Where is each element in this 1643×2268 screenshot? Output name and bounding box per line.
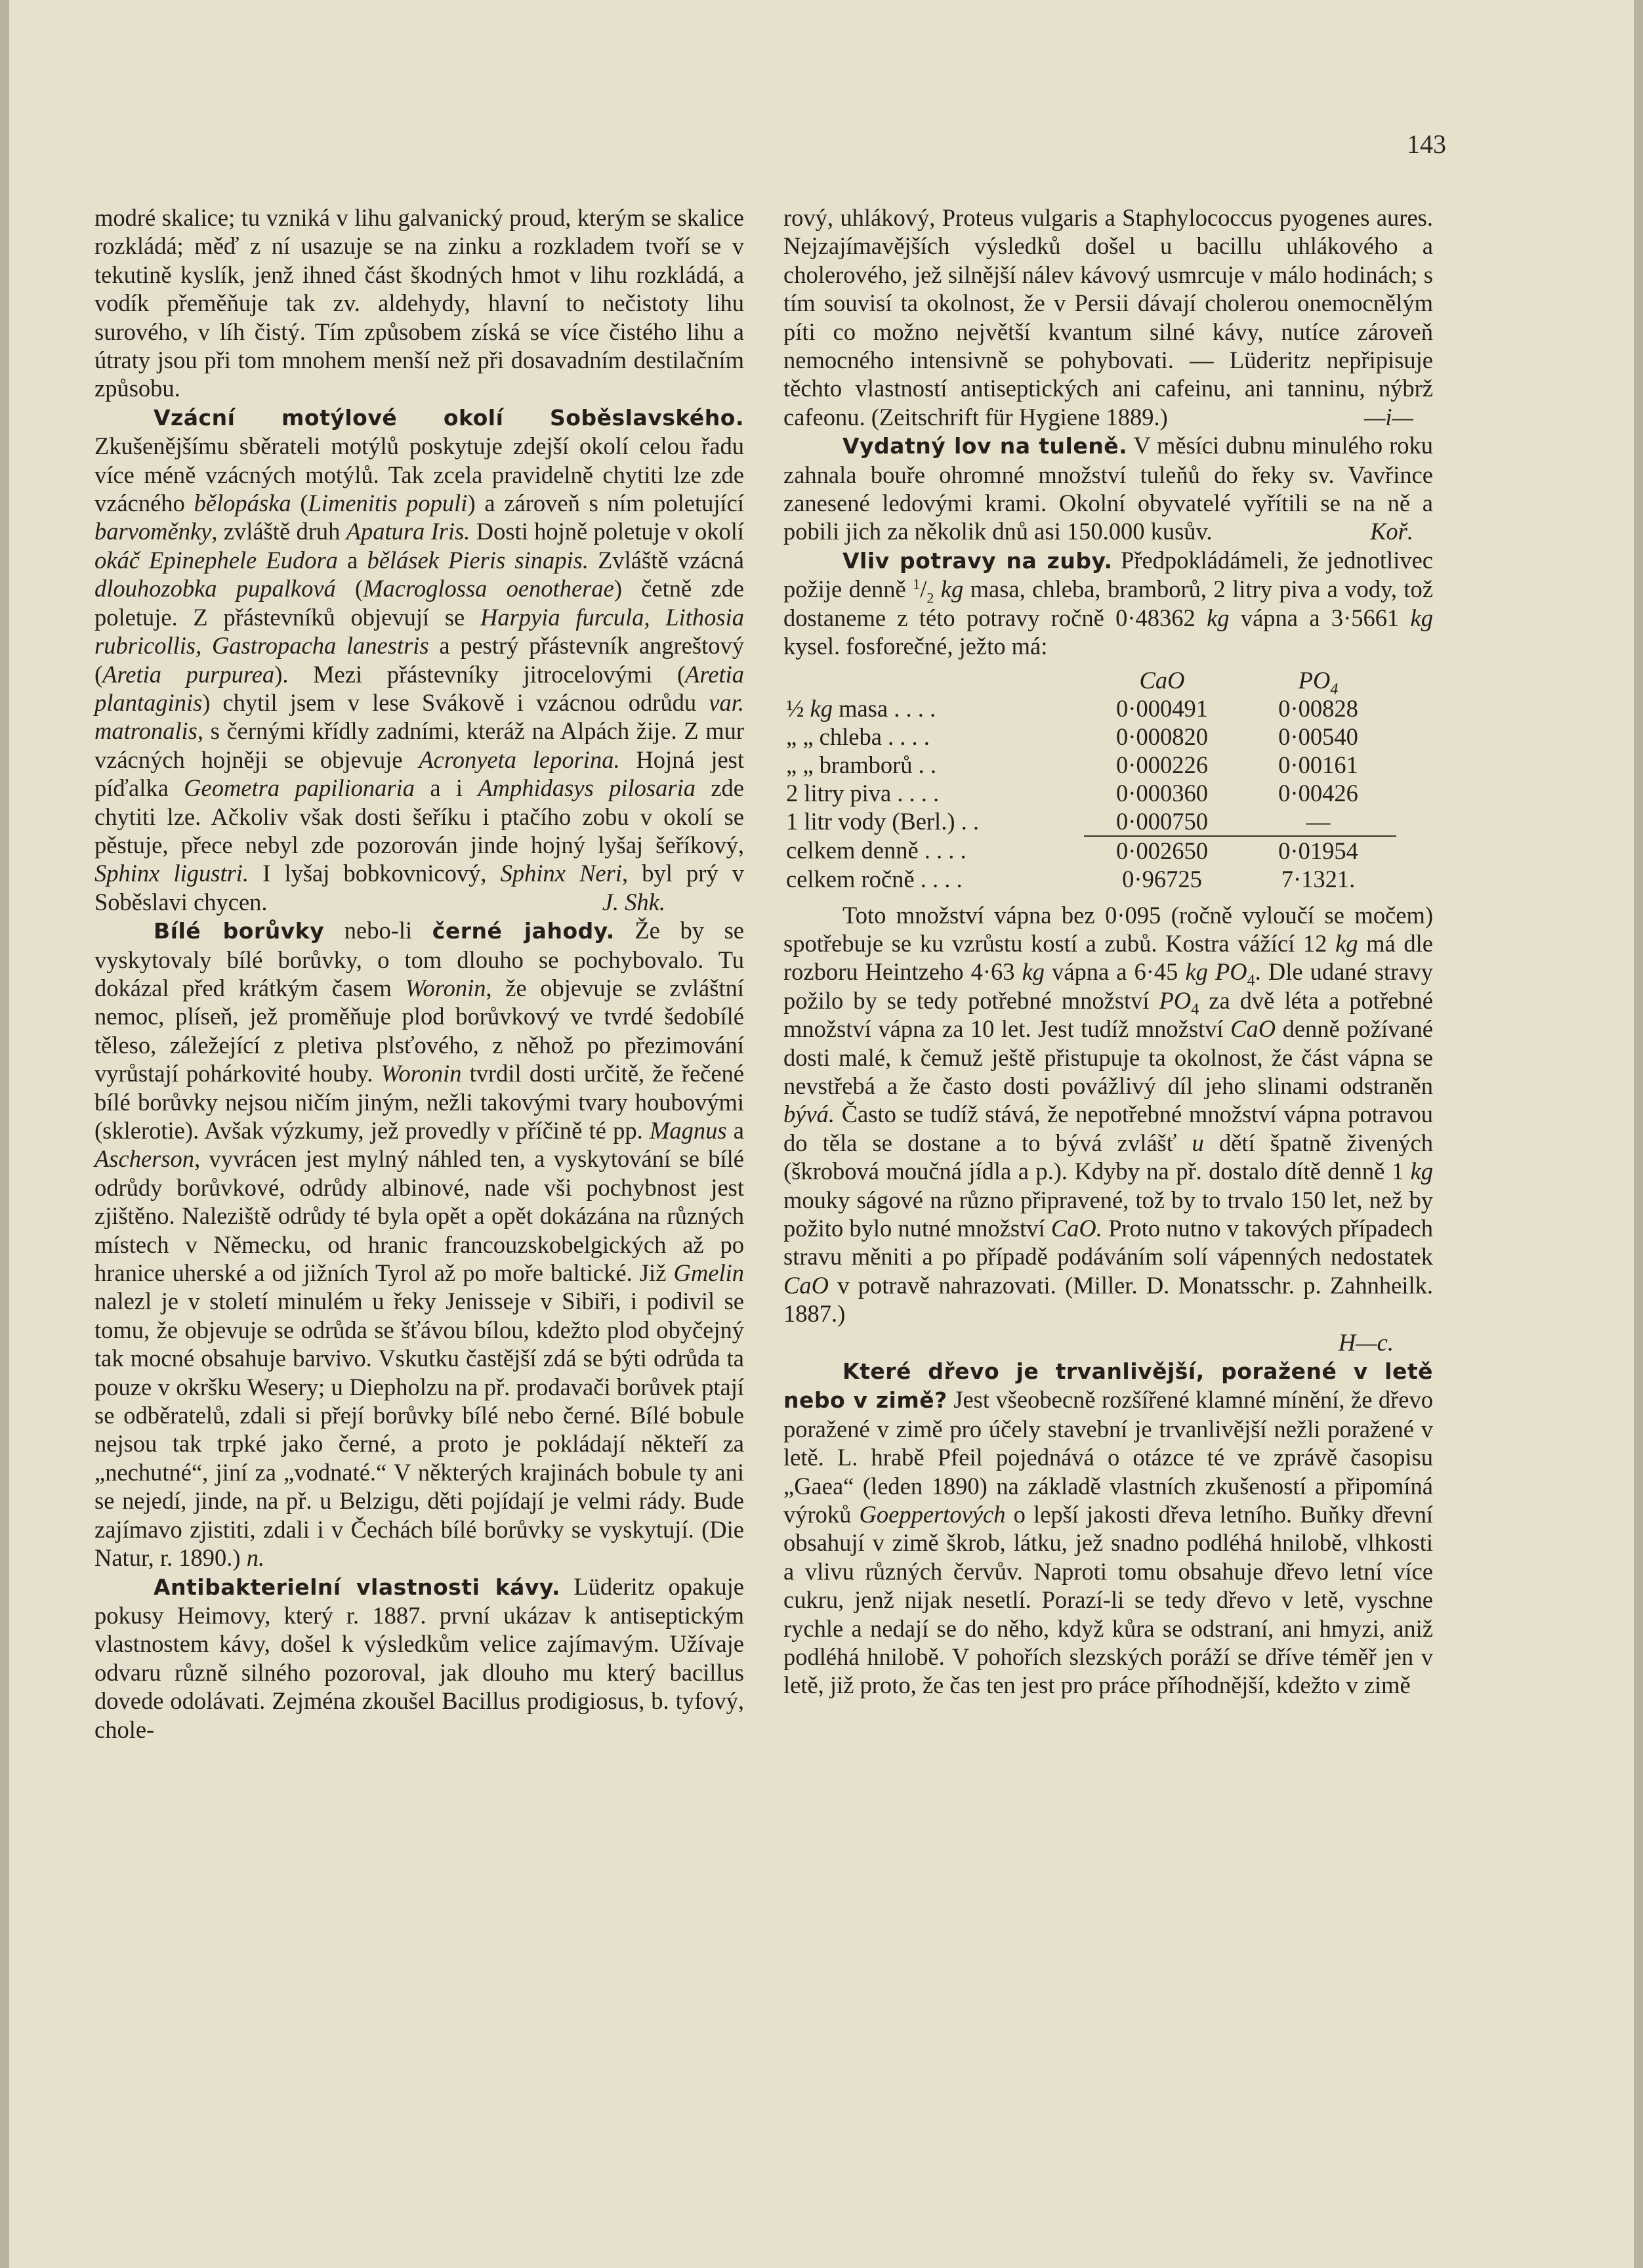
table-header-label	[783, 666, 1084, 694]
article-heading-food-teeth: Vliv potravy na zuby.	[842, 547, 1113, 574]
subscript: 4	[1191, 1001, 1199, 1018]
article-wood	[783, 1356, 1433, 1700]
text-run: masa, chleba, bramborů, 2 litry piva a vody, tož dostaneme z této potravy ročně 0·48362	[783, 576, 1433, 631]
species-name: dlouhozobka pupalková	[94, 575, 336, 602]
unit-kg: kg	[1207, 604, 1230, 631]
text-run: za dvě léta a potřebné množství vápna za 10 let. Jest tudíž množství	[783, 986, 1433, 1043]
text-run: Toto množství vápna bez 0·095 (ročně vyloučí se močem) spotřebuje se ku vzrůstu kostí a zubů. Kostra vážící 12	[783, 901, 1433, 957]
po4-value: 0·01954	[1240, 836, 1396, 865]
po4-value: 7·1321.	[1281, 865, 1356, 892]
table-row	[783, 751, 1396, 779]
text-run: vápna a 6·45	[1045, 958, 1186, 986]
article-seals	[783, 431, 1433, 546]
page-number: 143	[1407, 129, 1446, 159]
person-name: Woronin	[381, 1060, 462, 1087]
author-signature: n.	[246, 1544, 265, 1572]
emphasis: u	[1192, 1129, 1204, 1156]
chemical-formula: CaO	[783, 1271, 829, 1299]
cao-value: 0·000820	[1116, 723, 1208, 750]
cao-value: 0·000360	[1116, 779, 1208, 807]
article-heading-seals: Vydatný lov na tuleně.	[842, 433, 1128, 459]
person-name: Magnus	[649, 1117, 727, 1144]
table-header-po4	[1240, 666, 1396, 698]
label-text: ½	[786, 694, 810, 722]
species-name: okáč Epinephele Eudora	[94, 546, 338, 574]
article-butterflies	[94, 403, 744, 916]
species-name: var. matronalis	[94, 688, 744, 745]
row-label: „ „ bramborů . .	[786, 751, 937, 778]
text-run: Lüderitz opakuje pokusy Heimovy, který r. 1887. první ukázav k antiseptickým vlastnostem kávy, došel k výsledkům velice zajímavým. Užívaje odvaru různě silného pozoroval, jak dlouho mu který bacillus dovede odolávati. Zejména zkoušel Bacillus prodigiosus, b. tyfový, chole-	[94, 1572, 744, 1743]
author-signature-line	[783, 1328, 1433, 1356]
chemical-formula: PO	[1159, 986, 1192, 1014]
article-food-teeth-continued	[783, 901, 1433, 1328]
fraction-numerator: 1	[913, 576, 921, 593]
text-run: denně požívané dosti malé, k čemuž ještě přistupuje ta okolnost, že část vápna se nevstřebá a že často dosti povážlivý díl jeho slinami odstraněn	[783, 1015, 1433, 1099]
species-name: Sphinx ligustri.	[94, 860, 249, 887]
text-run: , vyvrácen jest mylný náhled ten, a vyskytování se bílé odrůdy borůvkové, odrůdy albinové, nade vši pochybnost jest zjištěno. Naleziště odrůdy té byla opět a opět dokázána na různých místech v Německu, od hranic francouzskobelgických až po hranice uherské a od jižních Tyrol až po moře baltické. Již	[94, 1145, 744, 1287]
article-heading-coffee: Antibakterielní vlastnosti kávy.	[154, 1574, 560, 1600]
header-po-subscript: 4	[1330, 680, 1339, 698]
text-run: Že by se vyskytovaly bílé borůvky, o tom dlouho se pochybovalo. Tu dokázal před krátkým časem	[94, 917, 745, 1001]
unit-kg: kg	[1410, 1158, 1433, 1185]
text-run: Předpokládámeli, že jednotlivec požije denně	[783, 546, 1433, 603]
text-run: . Dle udané stravy požilo by se tedy potřebné množství	[783, 958, 1433, 1014]
species-name: barvoměnky	[94, 518, 212, 545]
chemical-formula: CaO.	[1050, 1214, 1102, 1242]
emphasis: bývá.	[783, 1101, 835, 1128]
text-run: Zvláště vzácná	[588, 546, 745, 574]
text-run	[934, 576, 940, 602]
text-run: V měsíci dubnu minulého roku zahnala bouře ohromné množství tuleňů do řeky sv. Vavřince zanesené ledovými krami. Okolní obyvatelé vyřítili se na ně a pobili jich za několik dnů asi 150.000 kusův.	[783, 432, 1433, 545]
row-label: celkem denně . . . .	[786, 837, 967, 864]
left-column	[94, 203, 744, 1744]
text-run: nalezl je v století minulém u řeky Jenisseje v Sibiři, i podivil se tomu, že objevuje se odrůda se šťávou bílou, kdežto plod obyčejný tak mocné obsahuje barvivo. Vskutku častější zdá se býti odrůda ta pouze v okršku Wesery; u Diepholzu na př. prodavači borůvek ptají se odběratelů, zdali si přejí borůvky bílé nebo černé. Bílé bobule nejsou tak trpké jako černé, a proto je pokládají někteří za „nechutné“, jiní za „vodnaté.“ V některých krajinách bobule ty ani se nejedí, jinde, na př. u Belzigu, děti pojídají je velmi rády. Bude zajímavo zjistiti, zdali i v Čechách bílé borůvky se vyskytují. (Die Natur, r. 1890.)	[94, 1288, 744, 1572]
unit-kg: kg	[940, 576, 964, 603]
species-name: Apatura Iris.	[346, 518, 470, 545]
cao-value: 0·000226	[1116, 751, 1208, 778]
text-run: Hojná jest píďalka	[94, 746, 745, 802]
unit-kg: kg	[1410, 604, 1433, 631]
text-run: má dle rozboru Heintzeho 4·63	[783, 929, 1433, 986]
table-row	[783, 723, 1396, 751]
right-column	[783, 203, 1433, 1700]
text-run: o lepší jakosti dřeva letního. Buňky dřevní obsahují v zimě škrob, látku, jež snadno podléhá hnilobě, vlhkosti a vlivu různých červův. Naproti tomu obsahuje dřevo letní více cukru, jenž nijak nesetlí. Porazí-li se tedy dřevo v letě, vyschne rychle a nedají se do něho, když kůra se odstraní, ani hmyzi, aniž podléhá hnilobě. V pohořích slezských poráží se dříve téměř jen v letě, již proto, že čas ten jest pro práce příhodnější, kdežto v zimě	[783, 1501, 1433, 1699]
table-row	[783, 779, 1396, 807]
person-name: Gmelin	[673, 1259, 744, 1287]
po4-value: —	[1306, 807, 1331, 835]
cao-value: 0·002650	[1084, 836, 1240, 865]
text-run: a	[337, 546, 367, 574]
article-heading-black-berries: černé jahody.	[432, 918, 615, 944]
table-header-row	[783, 666, 1396, 694]
table-total-row	[783, 836, 1396, 865]
po4-value: 0·00426	[1278, 779, 1358, 807]
chemical-formula: CaO	[1230, 1015, 1276, 1043]
author-signature: H—c.	[1338, 1328, 1394, 1356]
text-run: Zkušenějšímu sběrateli motýlů poskytuje zdejší okolí celou řadu více méně vzácných motýlů. Tak zcela pravidelně chytiti lze zde vzácného	[94, 432, 744, 517]
unit-kg: kg	[810, 694, 833, 722]
subscript: 4	[1247, 972, 1255, 990]
text-run: a pestrý přástevník angreštový (	[94, 632, 745, 688]
text-run: zde chytiti lze. Ačkoliv však dosti šeříku i ptačího zobu v okolí se pěstuje, přece nebyl zde pozorován jinde hojný lyšaj šeříkový,	[94, 774, 744, 858]
text-run: a i	[414, 774, 478, 802]
text-run: ) a zároveň s ním poletující	[467, 490, 745, 517]
text-run: Často se tudíž stává, že nepotřebné množství vápna potravou do těla se dostane a to bývá zvlášť	[783, 1101, 1433, 1156]
page-edge-right	[1634, 0, 1643, 2268]
author-signature: J. Shk.	[602, 888, 665, 915]
unit-kg: kg	[1022, 958, 1045, 986]
text-run: (	[291, 490, 308, 517]
text-run: dětí špatně živených (škrobová moučná jídla a p.). Kdyby na př. dostalo dítě denně 1	[783, 1129, 1433, 1185]
po4-value: 0·00828	[1278, 694, 1358, 722]
species-name: Harpyia furcula, Lithosia rubricollis, Gastropacha lanestris	[94, 603, 744, 660]
article-white-blueberries	[94, 916, 744, 1572]
text-run: (	[335, 575, 364, 602]
text-run: ). Mezi přástevníky jitrocelovými (	[274, 660, 686, 688]
table-row	[783, 694, 1396, 723]
header-po-text: PO	[1298, 666, 1331, 694]
species-name: Sphinx Neri	[500, 860, 622, 887]
po4-value: 0·00540	[1278, 723, 1358, 750]
cao-value: 0·000750	[1116, 807, 1208, 835]
article-heading-blueberries: Bílé borůvky	[154, 918, 325, 944]
species-name: Limenitis populi	[308, 490, 468, 517]
unit-kg: kg	[1335, 929, 1358, 957]
table-total-row	[783, 865, 1396, 893]
article-food-teeth	[783, 546, 1433, 661]
po4-value: 0·00161	[1278, 751, 1358, 778]
text-run: , s černými křídly zadními, kteráž na Alpách žije. Z mur vzácných hojněji se objevuje	[94, 717, 744, 773]
nutrition-table	[783, 666, 1396, 893]
article-heading-wood: Které dřevo je trvanlivější, poražené v letě nebo v zimě?	[783, 1358, 1433, 1414]
fraction-denominator: 2	[926, 589, 934, 606]
text-run: , že objevuje se zvláštní nemoc, plíseň, jež proměňuje plod borůvkový ve tvrdé šedobílé těleso, záležející z pletiva plsťového, z něhož po přezimování vyrůstají pohárkovité houby.	[94, 974, 744, 1087]
species-name: Aretia purpurea	[102, 660, 275, 688]
label-text: masa . . . .	[832, 694, 936, 722]
species-name: bělásek Pieris sinapis.	[367, 546, 589, 574]
text-run: Dosti hojně poletuje v okolí	[470, 518, 744, 545]
author-signature: Koř.	[1370, 518, 1413, 545]
text-run: vápna a 3·5661	[1229, 604, 1411, 631]
species-name: Aretia plantaginis	[94, 660, 745, 716]
text-run: tvrdil dosti určitě, že řečené bílé borůvky nejsou ničím jiným, nežli takovými tvary houbovými (sklerotie). Avšak výzkumy, jež provedly v příčině té pp.	[94, 1060, 744, 1144]
cao-value: 0·96725	[1122, 865, 1202, 892]
species-name: Macroglossa oenotherae	[363, 575, 614, 602]
text-run: nebo-li	[324, 917, 432, 944]
row-label: „ „ chleba . . . .	[786, 723, 930, 750]
text-run: I lyšaj bobkovnicový,	[249, 860, 501, 887]
species-name: Geometra papilionaria	[184, 774, 415, 802]
text-run: a	[726, 1117, 744, 1144]
row-label: 2 litry piva . . . .	[786, 779, 940, 807]
text-run: ) chytil jsem v lese Svákově i vzácnou odrůdu	[202, 688, 709, 716]
text-run: , byl prý v Soběslavi chycen.	[94, 860, 744, 915]
species-name: Amphidasys pilosaria	[478, 774, 696, 802]
page-edge-left	[0, 0, 9, 2268]
species-name: bělopáska	[194, 490, 291, 517]
unit-kg-po: kg PO	[1185, 958, 1247, 986]
person-name: Goeppertových	[859, 1501, 1006, 1528]
author-signature: —i—	[1363, 403, 1413, 430]
article-coffee-continued	[783, 203, 1433, 431]
person-name: Ascherson	[94, 1145, 195, 1173]
article-paragraph-distillation: modré skalice; tu vzniká v lihu galvanický proud, kterým se skalice rozkládá; měď z ní usazuje se na zinku a rozkladem tvoří se v tekutině kyslík, jenž ihned část škodných hmot v lihu rozkládá, a vodík přeměňuje tak zv. aldehydy, hlavní to nečistoty lihu surového, v líh čistý. Tím způsobem získá se více čistého lihu a útraty jsou při tom mnohem menší než při dosavadním destilačním způsobu.	[94, 204, 744, 402]
row-label	[783, 694, 1084, 723]
fraction-half: $^1/_2$	[913, 576, 934, 606]
person-name: Woronin	[405, 974, 486, 1001]
table-row	[783, 807, 1396, 836]
text-run: mouky ságové na různo připravené, tož by to trvalo 150 let, než by požito bylo nutné množství	[783, 1186, 1433, 1242]
table-header-cao: CaO	[1139, 666, 1185, 694]
cao-value: 0·000491	[1116, 694, 1208, 722]
row-label: celkem ročně . . . .	[786, 865, 963, 892]
article-coffee	[94, 1572, 744, 1744]
text-run: ) četně zde poletuje. Z přástevníků objevují se	[94, 575, 745, 631]
journal-page	[9, 0, 1634, 2268]
text-run: rový, uhlákový, Proteus vulgaris a Staphylococcus pyogenes aures. Nejzajímavějších výsledků došel u bacillu uhlákového a cholerového, jež silnější nálev kávový usmrcuje v málo hodinách; s tím souvisí ta okolnost, že v Persii dávají cholerou onemocnělým píti co možno největší kvantum silné kávy, nutíce zároveň nemocného intensivně se pohybovati. — Lüderitz nepřipisuje těchto vlastností antiseptických ani cafeinu, ani tanninu, nýbrž cafeonu. (Zeitschrift für Hygiene 1889.)	[783, 204, 1433, 430]
text-run: kysel. fosforečné, ježto má:	[783, 633, 1048, 660]
text-run: v potravě nahrazovati. (Miller. D. Monatsschr. p. Zahnheilk. 1887.)	[783, 1271, 1433, 1328]
text-run: Jest všeobecně rozšířené klamné mínění, že dřevo poražené v zimě pro účely stavební je trvanlivější nežli poražené v letě. L. hrabě Pfeil pojednává o otázce té ve zprávě časopisu „Gaea“ (leden 1890) na základě vlastních zkušeností a připomíná výroků	[783, 1386, 1433, 1528]
article-heading-butterflies: Vzácní motýlové okolí Soběslavského.	[154, 404, 744, 430]
text-run: Proto nutno v takových případech stravu měniti a po případě podáváním solí vápenných nedostatek	[783, 1214, 1433, 1270]
row-label: 1 litr vody (Berl.) . .	[786, 808, 979, 835]
species-name: Acronyeta leporina.	[419, 746, 620, 773]
text-run: , zvláště druh	[211, 518, 346, 545]
